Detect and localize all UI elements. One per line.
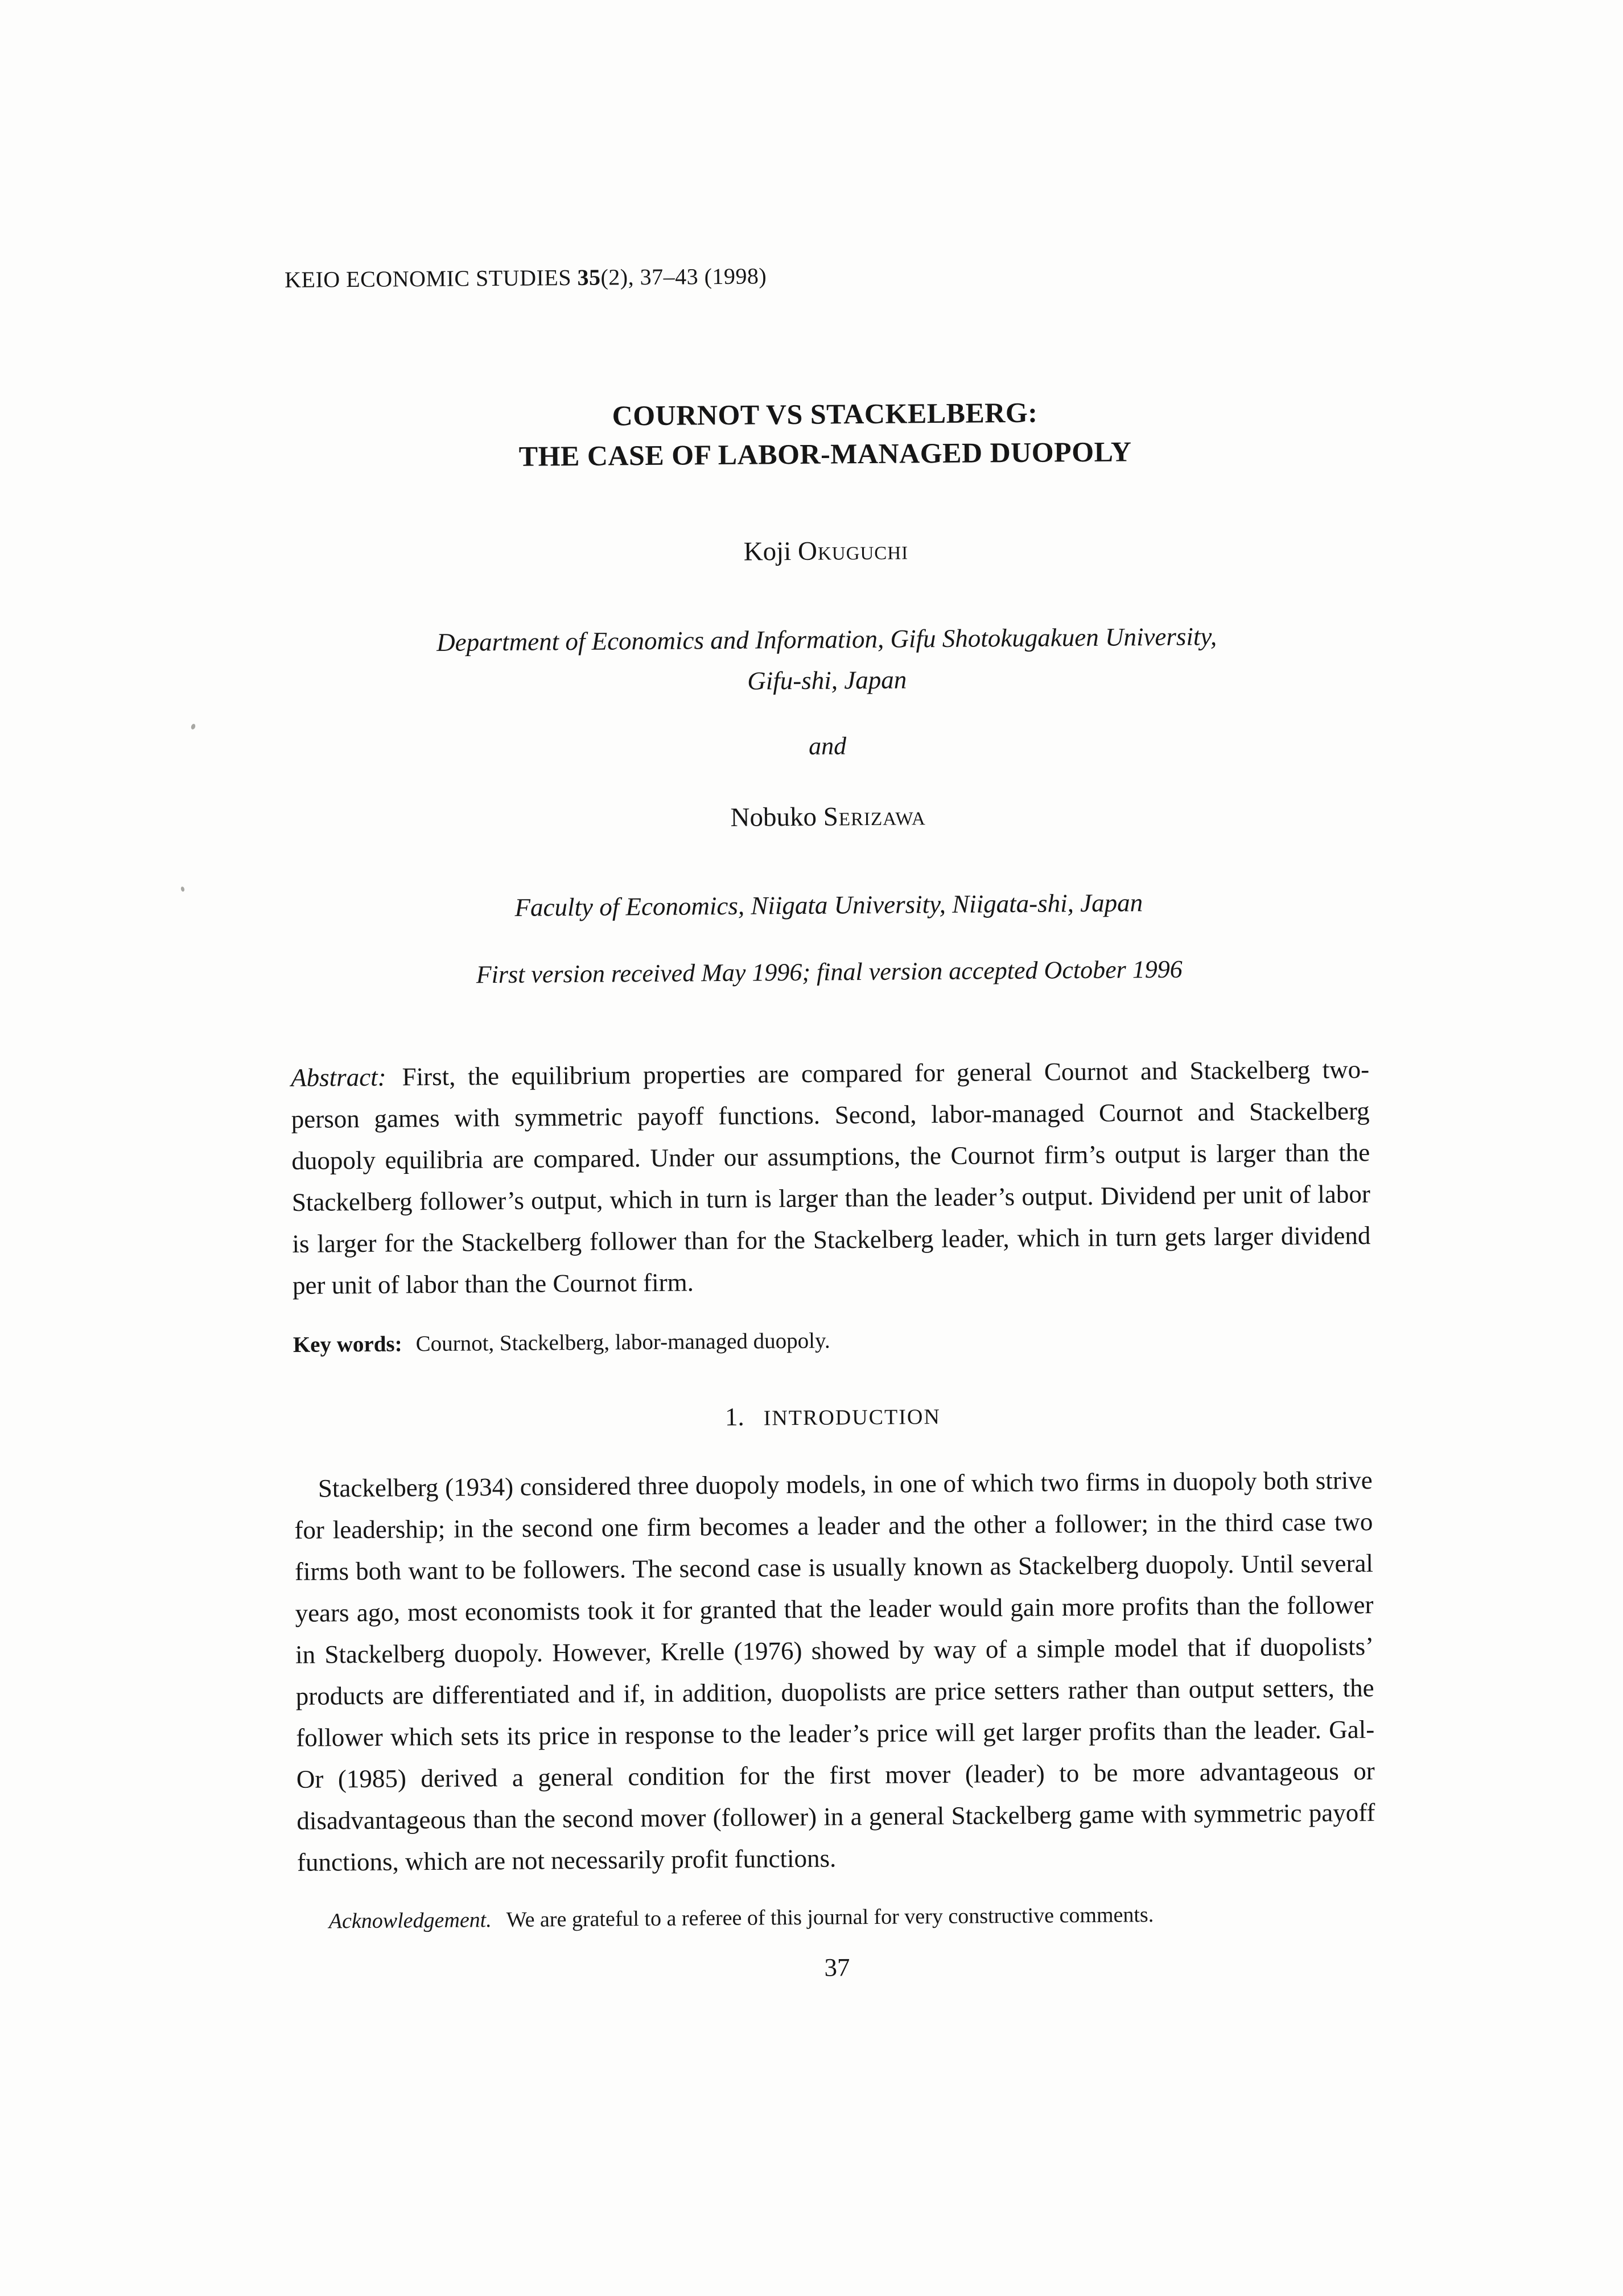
author-2-given: Nobuko [730,802,817,832]
keywords-line [293,1324,1371,1358]
author-1-surname: Okuguchi [797,535,909,566]
keywords-text: Cournot, Stackelberg, labor-managed duopoly. [415,1328,830,1357]
section-1-heading [294,1398,1372,1436]
page-number: 37 [824,1953,850,1982]
author-name-1 [287,532,1365,570]
author-connector: and [808,732,847,760]
affiliation-1: Department of Economics and Information, Gifu Shotokugakuen University, Gifu-shi, Japan [436,622,1217,695]
acknowledgement-label: Acknowledgement. [328,1908,492,1934]
received-dates: First version received May 1996; final version accepted October 1996 [476,955,1183,989]
abstract-label: Abstract: [290,1062,386,1092]
volume-number: 35 [577,264,601,290]
keywords-label: Key words: [293,1332,402,1357]
author-1-given: Koji [743,537,792,567]
section-1-title: INTRODUCTION [763,1405,941,1431]
paper-title [286,390,1365,478]
affiliation-2: Faculty of Economics, Niigata University, Niigata-shi, Japan [514,888,1143,922]
scan-speck [191,723,196,730]
journal-name: KEIO ECONOMIC STUDIES [284,264,578,292]
intro-paragraph: Stackelberg (1934) considered three duopoly models, in one of which two firms in duopoly both strive for leadership; in the second one firm becomes a leader and the other a follower; in the third case two firms both want to be followers. The second case is usually known as Stackelberg duopoly. Until several years ago, most economists took it for granted that the leader would gain more profits than the follower in Stackelberg duopoly. However, Krelle (1976) showed by way of a simple model that if duopolists’ products are differentiated and if, in addition, duopolists are price setters rather than output setters, the follower which sets its price in response to the leader’s price will get larger profits than the leader. Gal-Or (1985) derived a general condition for the first mover (leader) to be more advantageous or disadvantageous than the second mover (follower) in a general Stackelberg game with symmetric payoff functions, which are not necessarily profit functions. [294,1466,1375,1877]
title-line-1: COURNOT VS STACKELBERG: [612,396,1038,432]
acknowledgement-text: We are grateful to a referee of this journal for very constructive comments. [506,1903,1154,1932]
journal-header [285,259,1363,292]
section-1-number: 1. [724,1402,744,1431]
author-name-2 [289,798,1367,836]
issue-info: (2), 37–43 (1998) [600,263,767,290]
author-2-surname: Serizawa [823,801,926,832]
title-line-2: THE CASE OF LABOR-MANAGED DUOPOLY [518,435,1132,472]
abstract-text: First, the equilibrium properties are compared for general Cournot and Stackelberg two-person games with symmetric payoff functions. Second, labor-managed Cournot and Stackelberg duopoly equilibria are compared. Under our assumptions, the Cournot firm’s output is larger than the Stackelberg follower’s output, which in turn is larger than the leader’s output. Dividend per unit of labor is larger for the Stackelberg follower than for the Stackelberg leader, which in turn gets larger dividend per unit of labor than the Cournot firm. [291,1055,1371,1300]
abstract-paragraph [291,1049,1371,1306]
scan-speck [180,886,185,892]
page-content [285,259,1377,1986]
acknowledgement-note [298,1901,1376,1934]
